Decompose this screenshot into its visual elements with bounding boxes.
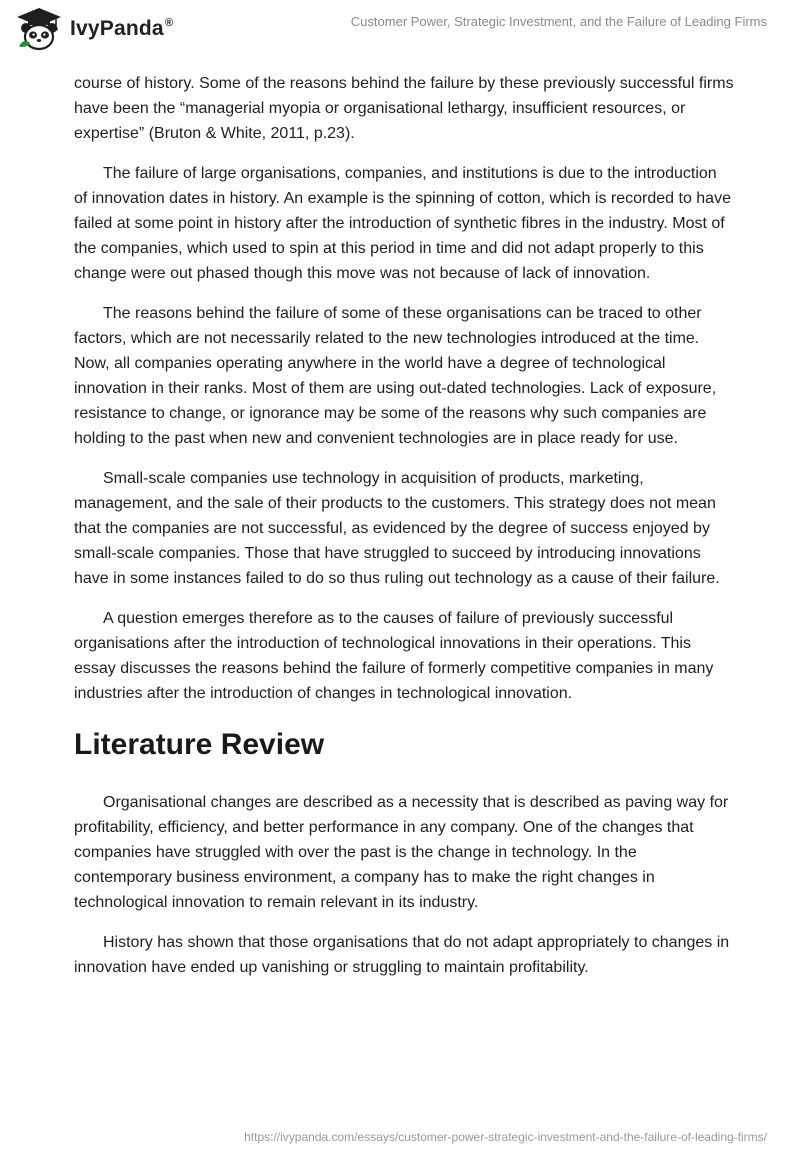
paragraph: The reasons behind the failure of some of these organisations can be traced to other factors, which are not necessarily related to the new technologies introduced at the time. Now, all companies operating anywhere in the world have a degree of technological innovation in their ranks. Most of them are using out-dated technologies. Lack of exposure, resistance to change, or ignorance may be some of the reasons why such companies are holding to the past when new and convenient technologies are in place ready for use. [74,305,717,447]
paragraph: A question emerges therefore as to the causes of failure of previously successful organisations after the introduction of technological innovations in their operations. This essay discusses the reasons behind the failure of formerly competitive companies in many industries after the introduction of changes in technological innovation. [74,610,714,702]
article-body [74,71,734,995]
page-header [0,0,800,62]
paragraph: Organisational changes are described as a necessity that is described as paving way for profitability, efficiency, and better performance in any company. One of the changes that companies have struggled with over the past is the change in technology. In the contemporary business environment, a company has to make the right changes in technological innovation to remain relevant in its industry. [74,794,729,911]
essay-title: Customer Power, Strategic Investment, and the Failure of Leading Firms [350,14,767,29]
source-url[interactable]: https://ivypanda.com/essays/customer-power-strategic-investment-and-the-failure-of-leading-firms/ [244,1130,767,1144]
panda-graduate-icon [14,6,64,52]
registered-mark: ® [164,17,174,29]
paragraph: History has shown that those organisations that do not adapt appropriately to changes in innovation have ended up vanishing or struggling to maintain profitability. [74,934,730,976]
section-heading: Literature Review [74,728,325,761]
paragraph: course of history. Some of the reasons behind the failure by these previously successful firms have been the “managerial myopia or organisational lethargy, insufficient resources, or expertise” (Bruton & White, 2011, p.23). [74,75,734,142]
paragraph: Small-scale companies use technology in acquisition of products, marketing, management, and the sale of their products to the customers. This strategy does not mean that the companies are not successful, as evidenced by the degree of success enjoyed by small-scale companies. Those that have struggled to succeed by introducing innovations have in some instances failed to do so thus ruling out technology as a cause of their failure. [74,470,720,587]
logo-wordmark: IvyPanda® [70,17,174,40]
ivypanda-logo[interactable] [14,6,173,52]
paragraph: The failure of large organisations, companies, and institutions is due to the introduction of innovation dates in history. An example is the spinning of cotton, which is recorded to have failed at some point in history after the introduction of synthetic fibres in the industry. Most of the companies, which used to spin at this period in time and did not adapt properly to this change were out phased though this move was not because of lack of innovation. [74,165,731,282]
